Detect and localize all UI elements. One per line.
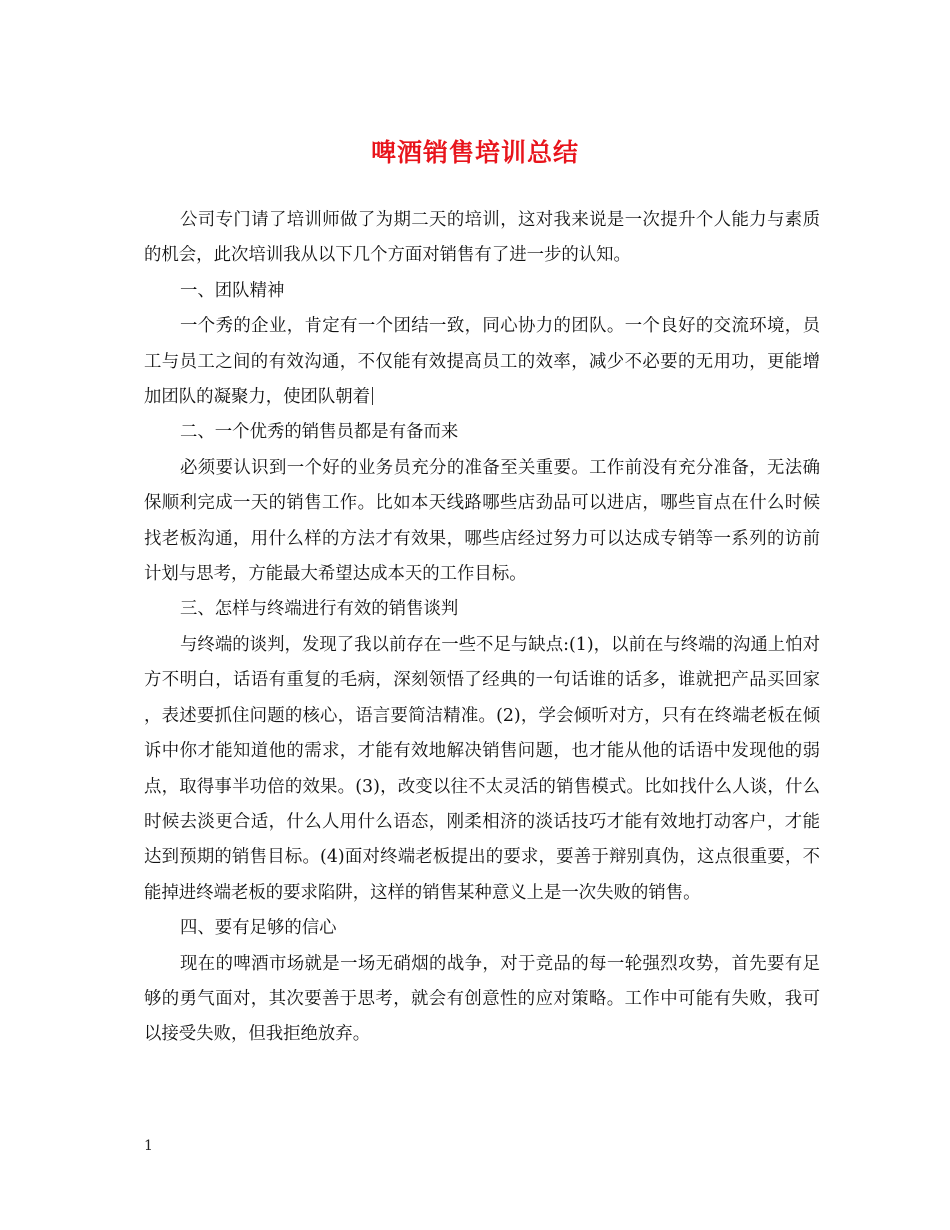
document-title: 啤酒销售培训总结 <box>370 138 579 167</box>
paragraph-team-spirit <box>144 309 820 415</box>
section-heading-confidence: 四、要有足够的信心 <box>180 918 337 939</box>
text-cursor <box>372 387 373 405</box>
paragraph-preparation: 必须要认识到一个好的业务员充分的准备至关重要。工作前没有充分准备，无法确保顺利完成一天的销售工作。比如本天线路哪些店劲品可以进店，哪些盲点在什么时候找老板沟通，用什么样的方法才有效果，哪些店经过努力可以达成专销等一系列的访前计划与思考，方能最大希望达成本天的工作目标。 <box>144 457 820 585</box>
section-heading-team-spirit: 一、团队精神 <box>180 280 285 301</box>
paragraph-team-spirit-text: 一个秀的企业，肯定有一个团结一致，同心协力的团队。一个良好的交流环境，员工与员工之间的有效沟通，不仅能有效提高员工的效率，减少不必要的无用功，更能增加团队的凝聚力，使团队朝着 <box>144 316 820 408</box>
page-number: 1 <box>144 1138 153 1154</box>
section-heading-preparation: 二、一个优秀的销售员都是有备而来 <box>180 422 459 443</box>
paragraph-negotiation: 与终端的谈判，发现了我以前存在一些不足与缺点:(1)，以前在与终端的沟通上怕对方不明白，话语有重复的毛病，深刻领悟了经典的一句话谁的话多，谁就把产品买回家，表述要抓住问题的核心，语言要简洁精准。(2)，学会倾听对方，只有在终端老板在倾诉中你才能知道他的需求，才能有效地解决销售问题，也才能从他的话语中发现他的弱点，取得事半功倍的效果。(3)，改变以往不太灵活的销售模式。比如找什么人谈，什么时候去淡更合适，什么人用什么语态，刚柔相济的淡话技巧才能有效地打动客户，才能达到预期的销售目标。(4)面对终端老板提出的要求，要善于辩别真伪，这点很重要，不能掉进终端老板的要求陷阱，这样的销售某种意义上是一次失败的销售。 <box>144 634 820 903</box>
paragraph-intro: 公司专门请了培训师做了为期二天的培训，这对我来说是一次提升个人能力与素质的机会，此次培训我从以下几个方面对销售有了进一步的认知。 <box>144 210 820 266</box>
document-body <box>144 203 820 1053</box>
section-heading-negotiation: 三、怎样与终端进行有效的销售谈判 <box>180 599 459 620</box>
paragraph-confidence: 现在的啤酒市场就是一场无硝烟的战争，对于竞品的每一轮强烈攻势，首先要有足够的勇气面对，其次要善于思考，就会有创意性的应对策略。工作中可能有失败，我可以接受失败，但我拒绝放弃。 <box>144 953 820 1045</box>
